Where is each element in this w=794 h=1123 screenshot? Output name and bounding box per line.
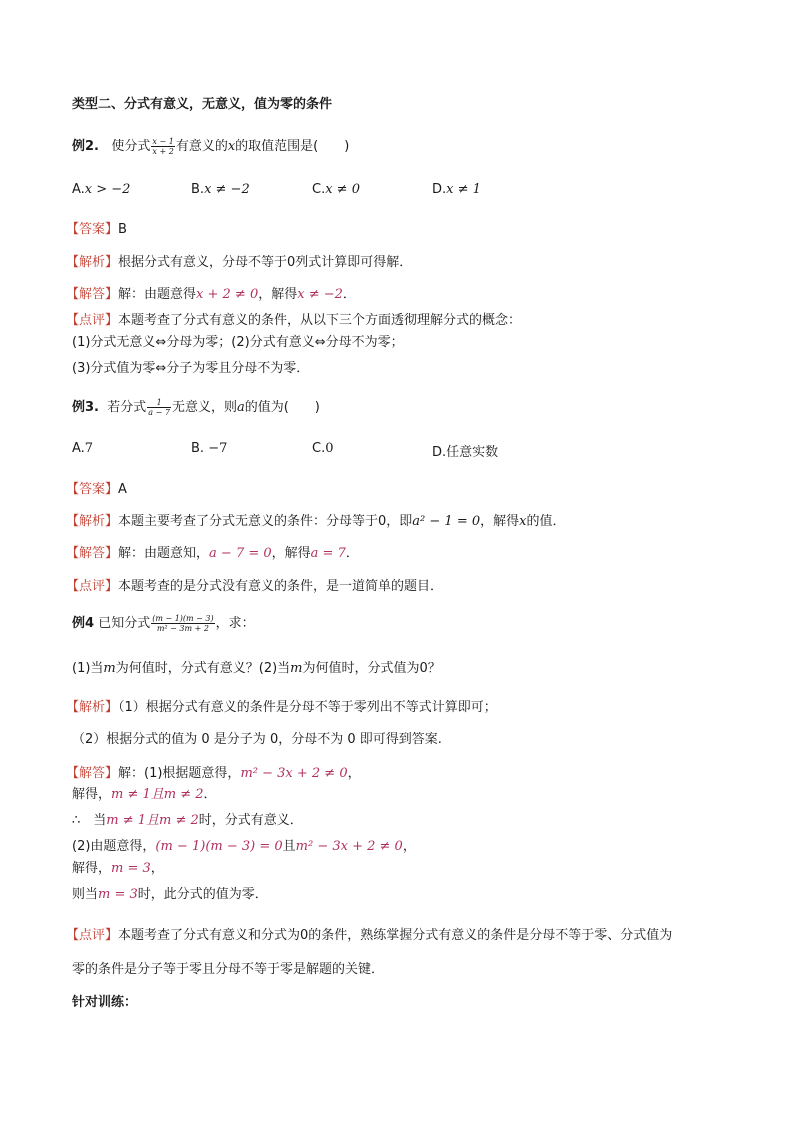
option-c: C.0: [312, 441, 334, 456]
example-label: 例4: [72, 616, 95, 631]
comment-line: 【点评】本题考查了分式有意义的条件，从以下三个方面透彻理解分式的概念：: [66, 313, 522, 328]
option-b: B. −7: [191, 441, 228, 456]
answer-line: 【答案】B: [66, 222, 127, 237]
fraction: $\frac{(m - 1)(m - 3)}{\text{m² − 3m + 2}}$: [152, 614, 214, 633]
option-d: D.任意实数: [432, 445, 499, 460]
solution-line-4: (2)由题意得，(m − 1)(m − 3) = 0且m² − 3x + 2 ≠ 0，: [72, 839, 416, 854]
solution-line: 【解答】解：(1)根据题意得，m² − 3x + 2 ≠ 0，: [66, 766, 361, 781]
example-4-subquestions: (1)当m为何值时，分式有意义？(2)当m为何值时，分式值为0？: [72, 661, 441, 676]
solution-line-5: 解得，m = 3，: [72, 861, 164, 876]
solution-line: 【解答】解：由题意知，a − 7 = 0，解得a = 7．: [66, 546, 359, 561]
example-4-question: 例4 已知分式 $\frac{(m - 1)(m - 3)}{\text{m² − 3m + 2}}$ ，求：: [72, 614, 255, 633]
comment-line-2: 零的条件是分子等于零且分母不等于零是解题的关键．: [72, 962, 385, 977]
comment-line-3: (3)分式值为零⇔分子为零且分母不为零．: [72, 361, 310, 376]
solution-line: 【解答】解：由题意得x + 2 ≠ 0，解得x ≠ −2．: [66, 287, 356, 302]
fraction: $\frac{x - 1}{x + 2}$: [152, 137, 174, 156]
fraction: $\frac{1}{a - 7}$: [148, 398, 170, 417]
option-d: D.x ≠ 1: [432, 182, 481, 197]
solution-line-6: 则当m = 3时，此分式的值为零．: [72, 887, 268, 902]
training-heading: 针对训练：: [72, 995, 138, 1010]
option-a: A.x > −2: [72, 182, 131, 197]
comment-line: 【点评】本题考查了分式有意义和分式为0的条件，熟练掌握分式有意义的条件是分母不等于零、分式值为: [66, 928, 673, 943]
solution-line-2: 解得，m ≠ 1且m ≠ 2．: [72, 787, 217, 802]
question-text: 使分式: [111, 139, 151, 154]
option-b: B.x ≠ −2: [191, 182, 250, 197]
analysis-line-2: （2）根据分式的值为 0 是分子为 0，分母不为 0 即可得到答案.: [72, 732, 442, 747]
example-label: 例3: [72, 400, 95, 415]
comment-line-2: (1)分式无意义⇔分母为零；(2)分式有意义⇔分母不为零；: [72, 335, 404, 350]
option-a: A.7: [72, 441, 94, 456]
analysis-line: 【解析】（1）根据分式有意义的条件是分母不等于零列出不等式计算即可；: [66, 700, 497, 715]
example-3-question: 例3. 若分式 $\frac{1}{a - 7}$ 无意义，则a的值为( ): [72, 398, 320, 417]
answer-line: 【答案】A: [66, 482, 127, 497]
analysis-line: 【解析】本题主要考查了分式无意义的条件：分母等于0，即a² − 1 = 0，解得x的值．: [66, 514, 566, 529]
option-c: C.x ≠ 0: [312, 182, 360, 197]
example-2-question: 例2. 使分式 $\frac{x - 1}{x + 2}$ 有意义的x的取值范围是( ): [72, 137, 350, 156]
example-label: 例2: [72, 139, 95, 154]
section-heading: 类型二、分式有意义，无意义，值为零的条件: [72, 97, 333, 112]
solution-line-3: ∴ 当m ≠ 1且m ≠ 2时，分式有意义．: [72, 813, 303, 828]
comment-line: 【点评】本题考查的是分式没有意义的条件，是一道简单的题目．: [66, 579, 444, 594]
analysis-line: 【解析】根据分式有意义，分母不等于0列式计算即可得解．: [66, 255, 413, 270]
